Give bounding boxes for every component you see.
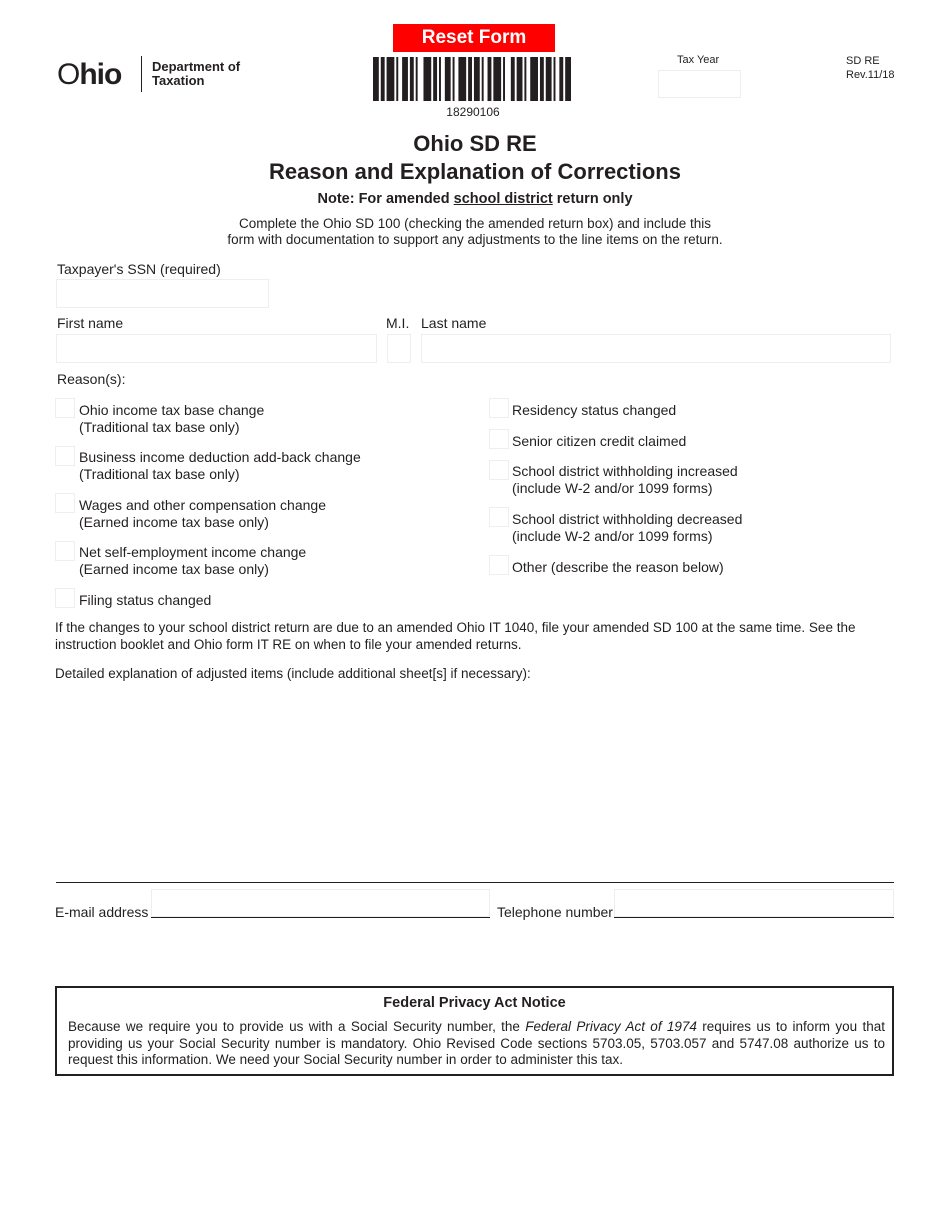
barcode-bar [416, 57, 418, 101]
ssn-label: Taxpayer's SSN (required) [57, 261, 221, 277]
barcode-bar [517, 57, 523, 101]
intro-line2: form with documentation to support any adjustments to the line items on the return. [227, 232, 723, 247]
last-name-label: Last name [421, 315, 487, 331]
reason-line1: Net self-employment income change [79, 544, 307, 560]
logo-divider [141, 56, 142, 92]
barcode [373, 57, 571, 101]
reason-checkbox-other[interactable] [489, 555, 509, 575]
barcode-bar [402, 57, 408, 101]
section-divider [56, 882, 894, 883]
logo-wordmark: Ohio [57, 58, 122, 91]
barcode-bar [530, 57, 538, 101]
form-identifier [846, 54, 895, 82]
barcode-bar [410, 57, 414, 101]
reason-checkbox-withholding-decreased[interactable] [489, 507, 509, 527]
last-name-field[interactable] [421, 334, 891, 363]
barcode-bar [396, 57, 398, 101]
barcode-bar [546, 57, 552, 101]
privacy-act-name: Federal Privacy Act of 1974 [525, 1019, 697, 1034]
tax-year-label: Tax Year [677, 54, 720, 66]
barcode-bar [554, 57, 556, 101]
form-revision: Rev.11/18 [846, 69, 895, 81]
reason-line1: Ohio income tax base change [79, 402, 265, 418]
amended-note: If the changes to your school district return are due to an amended Ohio IT 1040, file your amended SD 100 at the same time. See the instruction booklet and Ohio form IT RE on when to file your amended returns. [55, 620, 856, 652]
reason-line1: Filing status changed [79, 592, 212, 608]
reason-line2: (include W-2 and/or 1099 forms) [512, 480, 713, 496]
phone-field[interactable] [614, 889, 894, 917]
barcode-bar [474, 57, 480, 101]
reason-label-other [512, 559, 724, 576]
reason-line1: School district withholding decreased [512, 511, 743, 527]
reason-label-withholding-increased [512, 463, 738, 497]
reason-line2: (Earned income tax base only) [79, 561, 269, 577]
barcode-bar [468, 57, 472, 101]
first-name-field[interactable] [56, 334, 377, 363]
phone-underline [614, 917, 894, 918]
reason-checkbox-residency-status[interactable] [489, 398, 509, 418]
form-id: SD RE [846, 55, 880, 67]
email-underline [151, 917, 490, 918]
reason-label-wages-compensation [79, 497, 326, 531]
reason-checkbox-business-income-deduction[interactable] [55, 446, 75, 466]
logo-department [152, 60, 240, 88]
reason-label-business-income-deduction [79, 449, 361, 483]
reason-label-filing-status [79, 592, 211, 609]
reason-line2: (Traditional tax base only) [79, 419, 240, 435]
reason-line2: (Earned income tax base only) [79, 514, 269, 530]
reasons-heading: Reason(s): [57, 371, 126, 387]
intro-line1: Complete the Ohio SD 100 (checking the amended return box) and include this [238, 216, 712, 231]
tax-year-field[interactable] [658, 70, 741, 98]
reason-line2: (Traditional tax base only) [79, 466, 240, 482]
barcode-bar [488, 57, 492, 101]
barcode-bar [387, 57, 395, 101]
ssn-field[interactable] [56, 279, 269, 308]
reason-label-ohio-income-tax-base [79, 402, 264, 436]
reason-line1: Other (describe the reason below) [512, 559, 724, 575]
reason-label-senior-citizen-credit [512, 433, 686, 450]
privacy-text-part1: Because we require you to provide us with a Social Security number, the [68, 1019, 526, 1034]
barcode-bar [540, 57, 544, 101]
email-label: E-mail address [55, 904, 149, 920]
barcode-bar [482, 57, 484, 101]
logo-dept-line1: Department of [152, 59, 241, 74]
barcode-bar [439, 57, 441, 101]
phone-label: Telephone number [497, 904, 613, 920]
reason-checkbox-senior-citizen-credit[interactable] [489, 429, 509, 449]
barcode-bar [445, 57, 451, 101]
barcode-bar [373, 57, 379, 101]
explanation-textarea[interactable] [55, 688, 894, 876]
reason-line2: (include W-2 and/or 1099 forms) [512, 528, 713, 544]
reason-line1: Residency status changed [512, 402, 677, 418]
explanation-label: Detailed explanation of adjusted items (include additional sheet[s] if necessary): [55, 666, 531, 681]
privacy-text [68, 1019, 885, 1069]
form-intro [0, 216, 950, 248]
reason-line1: Senior citizen credit claimed [512, 433, 687, 449]
mi-label: M.I. [386, 315, 410, 331]
first-name-label: First name [57, 315, 124, 331]
note-suffix: return only [552, 191, 633, 207]
barcode-bar [423, 57, 431, 101]
barcode-bar [381, 57, 385, 101]
reason-label-self-employment [79, 544, 306, 578]
barcode-bar [493, 57, 501, 101]
reason-label-residency-status [512, 402, 676, 419]
form-note [0, 191, 950, 207]
email-field[interactable] [151, 889, 490, 917]
barcode-bar [503, 57, 505, 101]
mi-field[interactable] [387, 334, 411, 363]
privacy-title: Federal Privacy Act Notice [383, 995, 566, 1011]
barcode-bar [565, 57, 571, 101]
note-underlined: school district [453, 191, 553, 207]
reason-checkbox-ohio-income-tax-base[interactable] [55, 398, 75, 418]
form-title: Ohio SD RE [413, 131, 537, 156]
reason-checkbox-self-employment[interactable] [55, 541, 75, 561]
barcode-number: 18290106 [446, 105, 500, 119]
barcode-bar [458, 57, 466, 101]
note-prefix: Note: For amended [317, 191, 454, 207]
form-subtitle: Reason and Explanation of Corrections [269, 159, 681, 184]
reason-line1: Business income deduction add-back change [79, 449, 361, 465]
reason-line1: Wages and other compensation change [79, 497, 326, 513]
barcode-bar [524, 57, 526, 101]
barcode-bar [433, 57, 437, 101]
privacy-notice [55, 986, 894, 1076]
reason-line1: School district withholding increased [512, 463, 738, 479]
privacy-text-part2: requires us to inform you that providing us your Social Security number is mandatory. Ohio Revised Code sections 5703.05, 5703.057 and 5747.08 authorize us to request this information. We need your Social Security number in order to administer this tax. [68, 1019, 885, 1067]
reason-checkbox-filing-status[interactable] [55, 588, 75, 608]
reason-label-withholding-decreased [512, 511, 742, 545]
barcode-bar [511, 57, 515, 101]
logo-dept-line2: Taxation [152, 73, 205, 88]
reason-checkbox-wages-compensation[interactable] [55, 493, 75, 513]
reason-checkbox-withholding-increased[interactable] [489, 460, 509, 480]
barcode-bar [453, 57, 455, 101]
reset-form-button[interactable]: Reset Form [393, 24, 555, 52]
barcode-bar [559, 57, 563, 101]
